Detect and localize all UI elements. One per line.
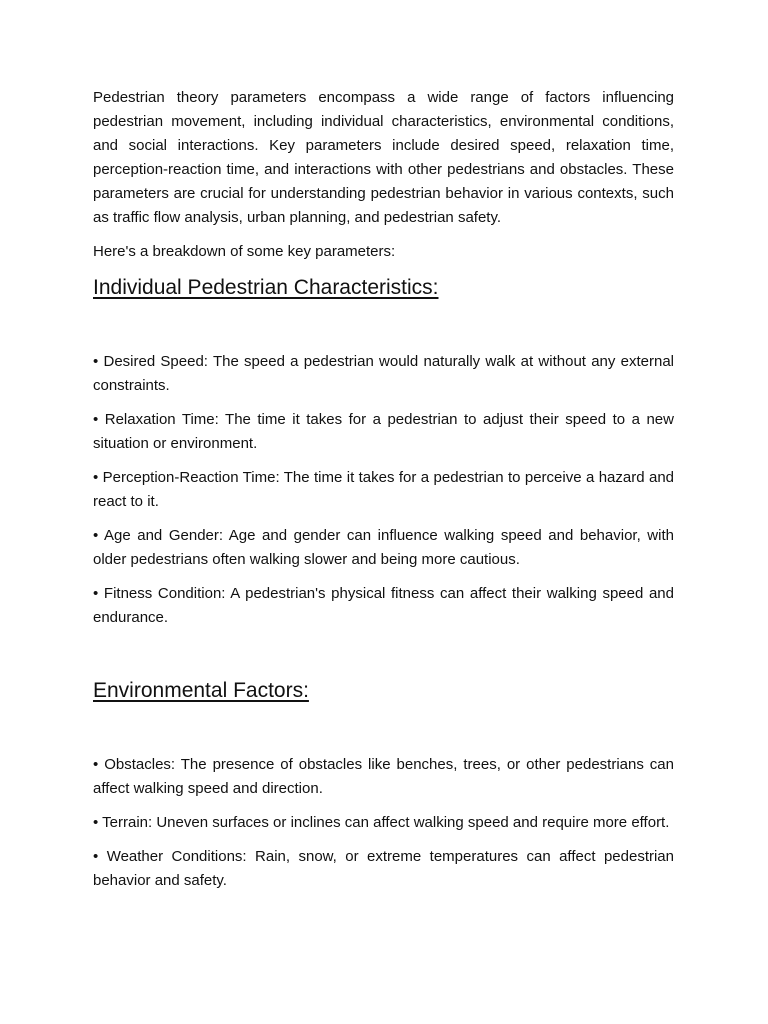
bullet-fitness-condition: • Fitness Condition: A pedestrian's physical fitness can affect their walking speed and endurance. (93, 585, 674, 626)
bullet-relaxation-time: • Relaxation Time: The time it takes for a pedestrian to adjust their speed to a new situation or environment. (93, 411, 674, 452)
bullet-weather-conditions: • Weather Conditions: Rain, snow, or extreme temperatures can affect pedestrian behavior and safety. (93, 848, 674, 889)
breakdown-paragraph: Here's a breakdown of some key parameters: (93, 243, 396, 260)
bullet-perception-reaction-time: • Perception-Reaction Time: The time it takes for a pedestrian to perceive a hazard and react to it. (93, 469, 674, 510)
intro-paragraph: Pedestrian theory parameters encompass a wide range of factors influencing pedestrian movement, including individual characteristics, environmental conditions, and social interactions. Key parameters include desired speed, relaxation time, perception-reaction time, and interactions with other pedestrians and obstacles. These parameters are crucial for understanding pedestrian behavior in various contexts, such as traffic flow analysis, urban planning, and pedestrian safety. (93, 89, 674, 226)
bullet-age-and-gender: • Age and Gender: Age and gender can influence walking speed and behavior, with older pedestrians often walking slower and being more cautious. (93, 527, 674, 568)
section-heading-individual: Individual Pedestrian Characteristics: (93, 276, 439, 299)
bullet-obstacles: • Obstacles: The presence of obstacles like benches, trees, or other pedestrians can affect walking speed and direction. (93, 756, 674, 797)
section-heading-environmental: Environmental Factors: (93, 679, 309, 702)
bullet-terrain: • Terrain: Uneven surfaces or inclines can affect walking speed and require more effort. (93, 814, 670, 831)
bullet-desired-speed: • Desired Speed: The speed a pedestrian would naturally walk at without any external constraints. (93, 353, 674, 394)
